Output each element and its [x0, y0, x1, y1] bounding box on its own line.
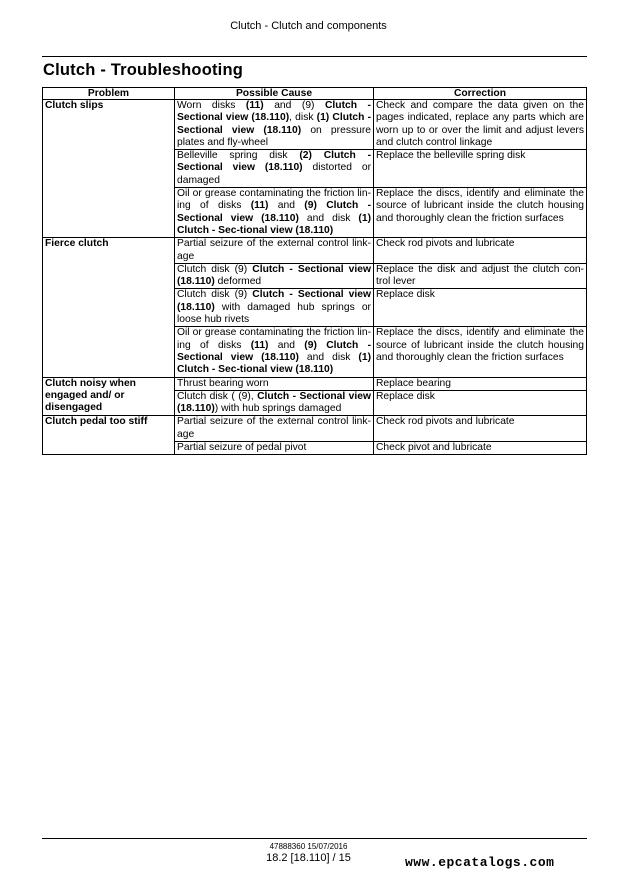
cause-text: Oil or grease contaminating the friction lin-ing of disks [177, 327, 371, 351]
cause-text: and disk [298, 351, 359, 363]
table-row [43, 238, 587, 264]
cause-reference: Clutch - Sectional view (18.110) [177, 100, 371, 124]
cause-text [312, 150, 324, 161]
problem-cell: Clutch slips [43, 100, 175, 238]
table-row [43, 416, 587, 442]
cause-text: and [268, 339, 305, 351]
cause-reference: Clutch - Sectional view (18.110) [177, 112, 371, 136]
problem-cell: Clutch pedal too stiff [43, 416, 175, 455]
document-reference: 47888360 15/07/2016 [269, 842, 348, 851]
cause-reference: (11) [250, 200, 269, 212]
cause-text: Clutch disk (9) [177, 289, 253, 301]
correction-cell: Check pivot and lubricate [374, 442, 587, 455]
cause-reference: Clutch - Sectional view (18.110) [177, 289, 371, 313]
cause-text: and disk [298, 212, 359, 224]
watermark: www.epcatalogs.com [405, 855, 555, 870]
cause-reference: Clutch - Sectional view (18.110) [177, 339, 371, 363]
cause-text: , disk [289, 112, 317, 124]
cause-text: deformed [214, 276, 262, 288]
cause-text: distorted or damaged [177, 162, 372, 186]
correction-cell: Replace the discs, identify and eliminate the source of lubricant inside the clutch housing and thoroughly clean the friction surfaces [374, 188, 587, 238]
correction-cell: Replace the discs, identify and eliminate the source of lubricant inside the clutch housing and thoroughly clean the friction surfaces [374, 327, 587, 377]
correction-cell: Replace the belleville spring disk [374, 150, 587, 188]
cause-reference: (11) [245, 100, 264, 111]
column-header-correction: Correction [374, 88, 587, 100]
cause-cell [175, 100, 374, 150]
table-body [43, 100, 587, 455]
cause-text: Belleville spring disk [177, 150, 300, 162]
cause-text: and (9) [263, 100, 325, 111]
cause-text: Partial seizure of pedal pivot [177, 442, 307, 454]
cause-reference: Clutch - Sectional view (18.110) [177, 263, 371, 288]
cause-text: on pressure plates and fly-wheel [177, 124, 371, 148]
cause-text [317, 340, 326, 351]
cause-reference: (1) [316, 112, 330, 124]
header-rule [42, 56, 587, 57]
cause-reference: (9) [304, 200, 317, 212]
table-row [43, 377, 587, 390]
cause-text: and [268, 200, 305, 212]
correction-cell: Replace bearing [374, 377, 587, 390]
cause-cell [175, 416, 374, 442]
problem-cell: Fierce clutch [43, 238, 175, 377]
cause-cell [175, 150, 374, 188]
cause-reference: (11) [250, 339, 269, 351]
cause-text: Clutch disk ( (9), [177, 390, 258, 402]
cause-reference: Clutch - Sectional view (18.110) [177, 200, 371, 224]
cause-text: Partial seizure of the external control link-age [177, 238, 371, 262]
cause-cell [175, 327, 374, 377]
cause-reference: Clutch - Sec-tional view (18.110) [177, 364, 334, 376]
cause-cell [175, 263, 374, 289]
cause-text [317, 200, 326, 211]
correction-cell: Replace disk [374, 390, 587, 416]
column-header-cause: Possible Cause [175, 88, 374, 100]
cause-cell [175, 188, 374, 238]
cause-text: Partial seizure of the external control link-age [177, 416, 371, 440]
cause-text: Oil or grease contaminating the friction lin-ing of disks [177, 188, 371, 212]
cause-cell [175, 390, 374, 416]
cause-reference: Clutch - Sec-tional view (18.110) [177, 224, 334, 236]
cause-text: Worn disks [177, 100, 246, 111]
cause-text: ) with hub springs damaged [214, 403, 342, 415]
cause-reference: (1) [358, 212, 372, 224]
correction-cell: Check rod pivots and lubricate [374, 416, 587, 442]
troubleshooting-table [42, 87, 587, 455]
column-header-problem: Problem [43, 88, 175, 100]
table-row [43, 100, 587, 150]
table-header-row [43, 88, 587, 100]
cause-cell [175, 442, 374, 455]
cause-reference: Clutch - Sectional view (18.110) [177, 150, 371, 174]
cause-cell [175, 377, 374, 390]
page-number: 18.2 [18.110] / 15 [266, 852, 351, 864]
page-title: Clutch - Troubleshooting [43, 61, 244, 79]
correction-cell: Check and compare the data given on the pages indicated, replace any parts which are worn up to or over the limit and adjust levers and clutch control linkage [374, 100, 587, 150]
correction-cell: Check rod pivots and lubricate [374, 238, 587, 264]
correction-cell: Replace disk [374, 289, 587, 327]
footer-rule [42, 838, 587, 839]
cause-reference: (9) [304, 339, 317, 351]
cause-reference: (1) [358, 351, 372, 363]
running-header: Clutch - Clutch and components [230, 20, 387, 32]
correction-cell: Replace the disk and adjust the clutch con-trol lever [374, 263, 587, 289]
cause-cell [175, 289, 374, 327]
problem-cell: Clutch noisy when engaged and/ or disengaged [43, 377, 175, 416]
cause-reference: (2) [299, 150, 312, 162]
cause-text: with damaged hub springs or loose hub rivets [177, 301, 371, 326]
cause-reference: Clutch - Sectional view (18.110) [177, 390, 371, 415]
cause-text: Clutch disk (9) [177, 263, 253, 275]
cause-text: Thrust bearing worn [177, 377, 269, 389]
cause-cell [175, 238, 374, 264]
